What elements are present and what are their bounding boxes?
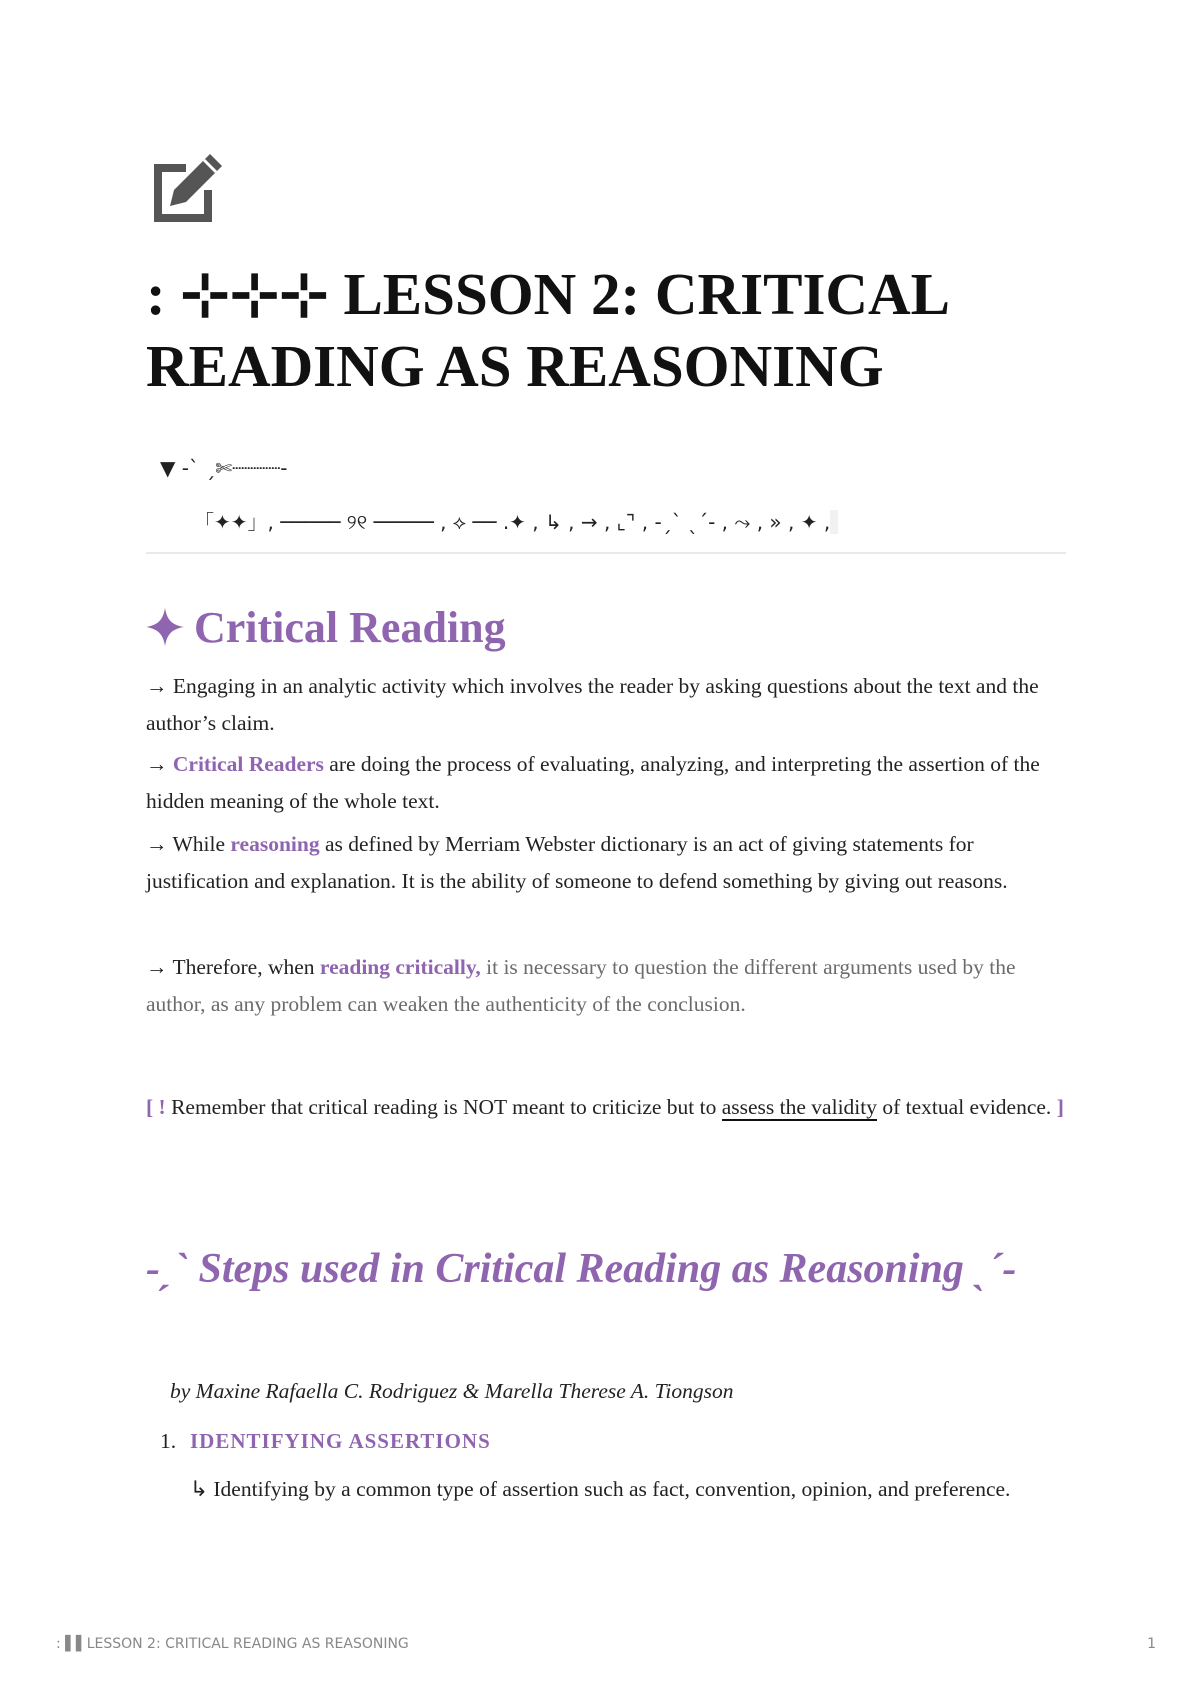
four-point-star-icon bbox=[146, 602, 184, 662]
edit-square-icon bbox=[146, 150, 226, 230]
underlined-text: assess the validity bbox=[721, 1095, 877, 1119]
term-critical-readers: Critical Readers bbox=[172, 752, 324, 776]
inline-code-highlight bbox=[830, 510, 838, 534]
paragraph-critical-readers bbox=[146, 746, 1066, 820]
list-number: 1. bbox=[160, 1429, 177, 1453]
text: → While bbox=[146, 832, 231, 856]
page-number: 1 bbox=[1147, 1636, 1156, 1652]
paragraph-definition: → Engaging in an analytic activity which involves the reader by asking questions about the text and the author’s claim. bbox=[146, 674, 1039, 735]
bracket-close: ] bbox=[1056, 1095, 1064, 1119]
byline: by Maxine Rafaella C. Rodriguez & Marella Therese A. Tiongson bbox=[170, 1379, 734, 1403]
footer-title: : ▌▌LESSON 2: CRITICAL READING AS REASONING bbox=[56, 1636, 409, 1652]
heading-text: Critical Reading bbox=[194, 603, 506, 652]
text: are doing the process of evaluating, analyzing, and interpreting the assertion of the hidden meaning of the whole text. bbox=[146, 752, 1040, 813]
decorative-symbols: 「✦✦」, ───── ୨୧ ───── , ⟡ ── .✦ , ↳ , → , ⌞⌝ , -ˏˋ ˎˊ- , ⤳ , » , ✦ , bbox=[194, 510, 831, 534]
paragraph-reasoning bbox=[146, 826, 1066, 900]
reminder-callout bbox=[146, 1089, 1066, 1126]
text: of textual evidence. bbox=[877, 1095, 1057, 1119]
bracket-open: [ ! bbox=[146, 1095, 172, 1119]
arrow: → bbox=[146, 752, 173, 776]
text: as defined by Merriam Webster dictionary is an act of giving statements for justification and explanation. It is the ability of someone to defend something by giving out reasons. bbox=[146, 832, 1008, 893]
term-reading-critically: reading critically, bbox=[319, 955, 481, 979]
decorative-line: ▼ -ˋ ˏ✄┈┈┈┈- bbox=[160, 456, 288, 480]
paragraph-therefore bbox=[146, 949, 1066, 1023]
critical-reading-heading bbox=[146, 598, 506, 662]
decorative-symbols-line bbox=[194, 506, 838, 535]
text: Remember that critical reading is NOT meant to criticize but to bbox=[171, 1095, 722, 1119]
text: → Therefore, when bbox=[146, 955, 320, 979]
divider bbox=[146, 552, 1066, 554]
list-item-title: IDENTIFYING ASSERTIONS bbox=[190, 1429, 491, 1453]
text: it is necessary to question the different arguments used by the author, as any problem can weaken the authenticity of the conclusion. bbox=[146, 955, 1016, 1016]
page-title: : ⊹⊹⊹ LESSON 2: CRITICAL READING AS REASONING bbox=[146, 261, 947, 399]
list-item-description: ↳ Identifying by a common type of assertion such as fact, convention, opinion, and preference. bbox=[190, 1477, 1011, 1501]
term-reasoning: reasoning bbox=[230, 832, 320, 856]
steps-heading: -ˏˋ Steps used in Critical Reading as Reasoning ˎˊ- bbox=[146, 1246, 1017, 1292]
